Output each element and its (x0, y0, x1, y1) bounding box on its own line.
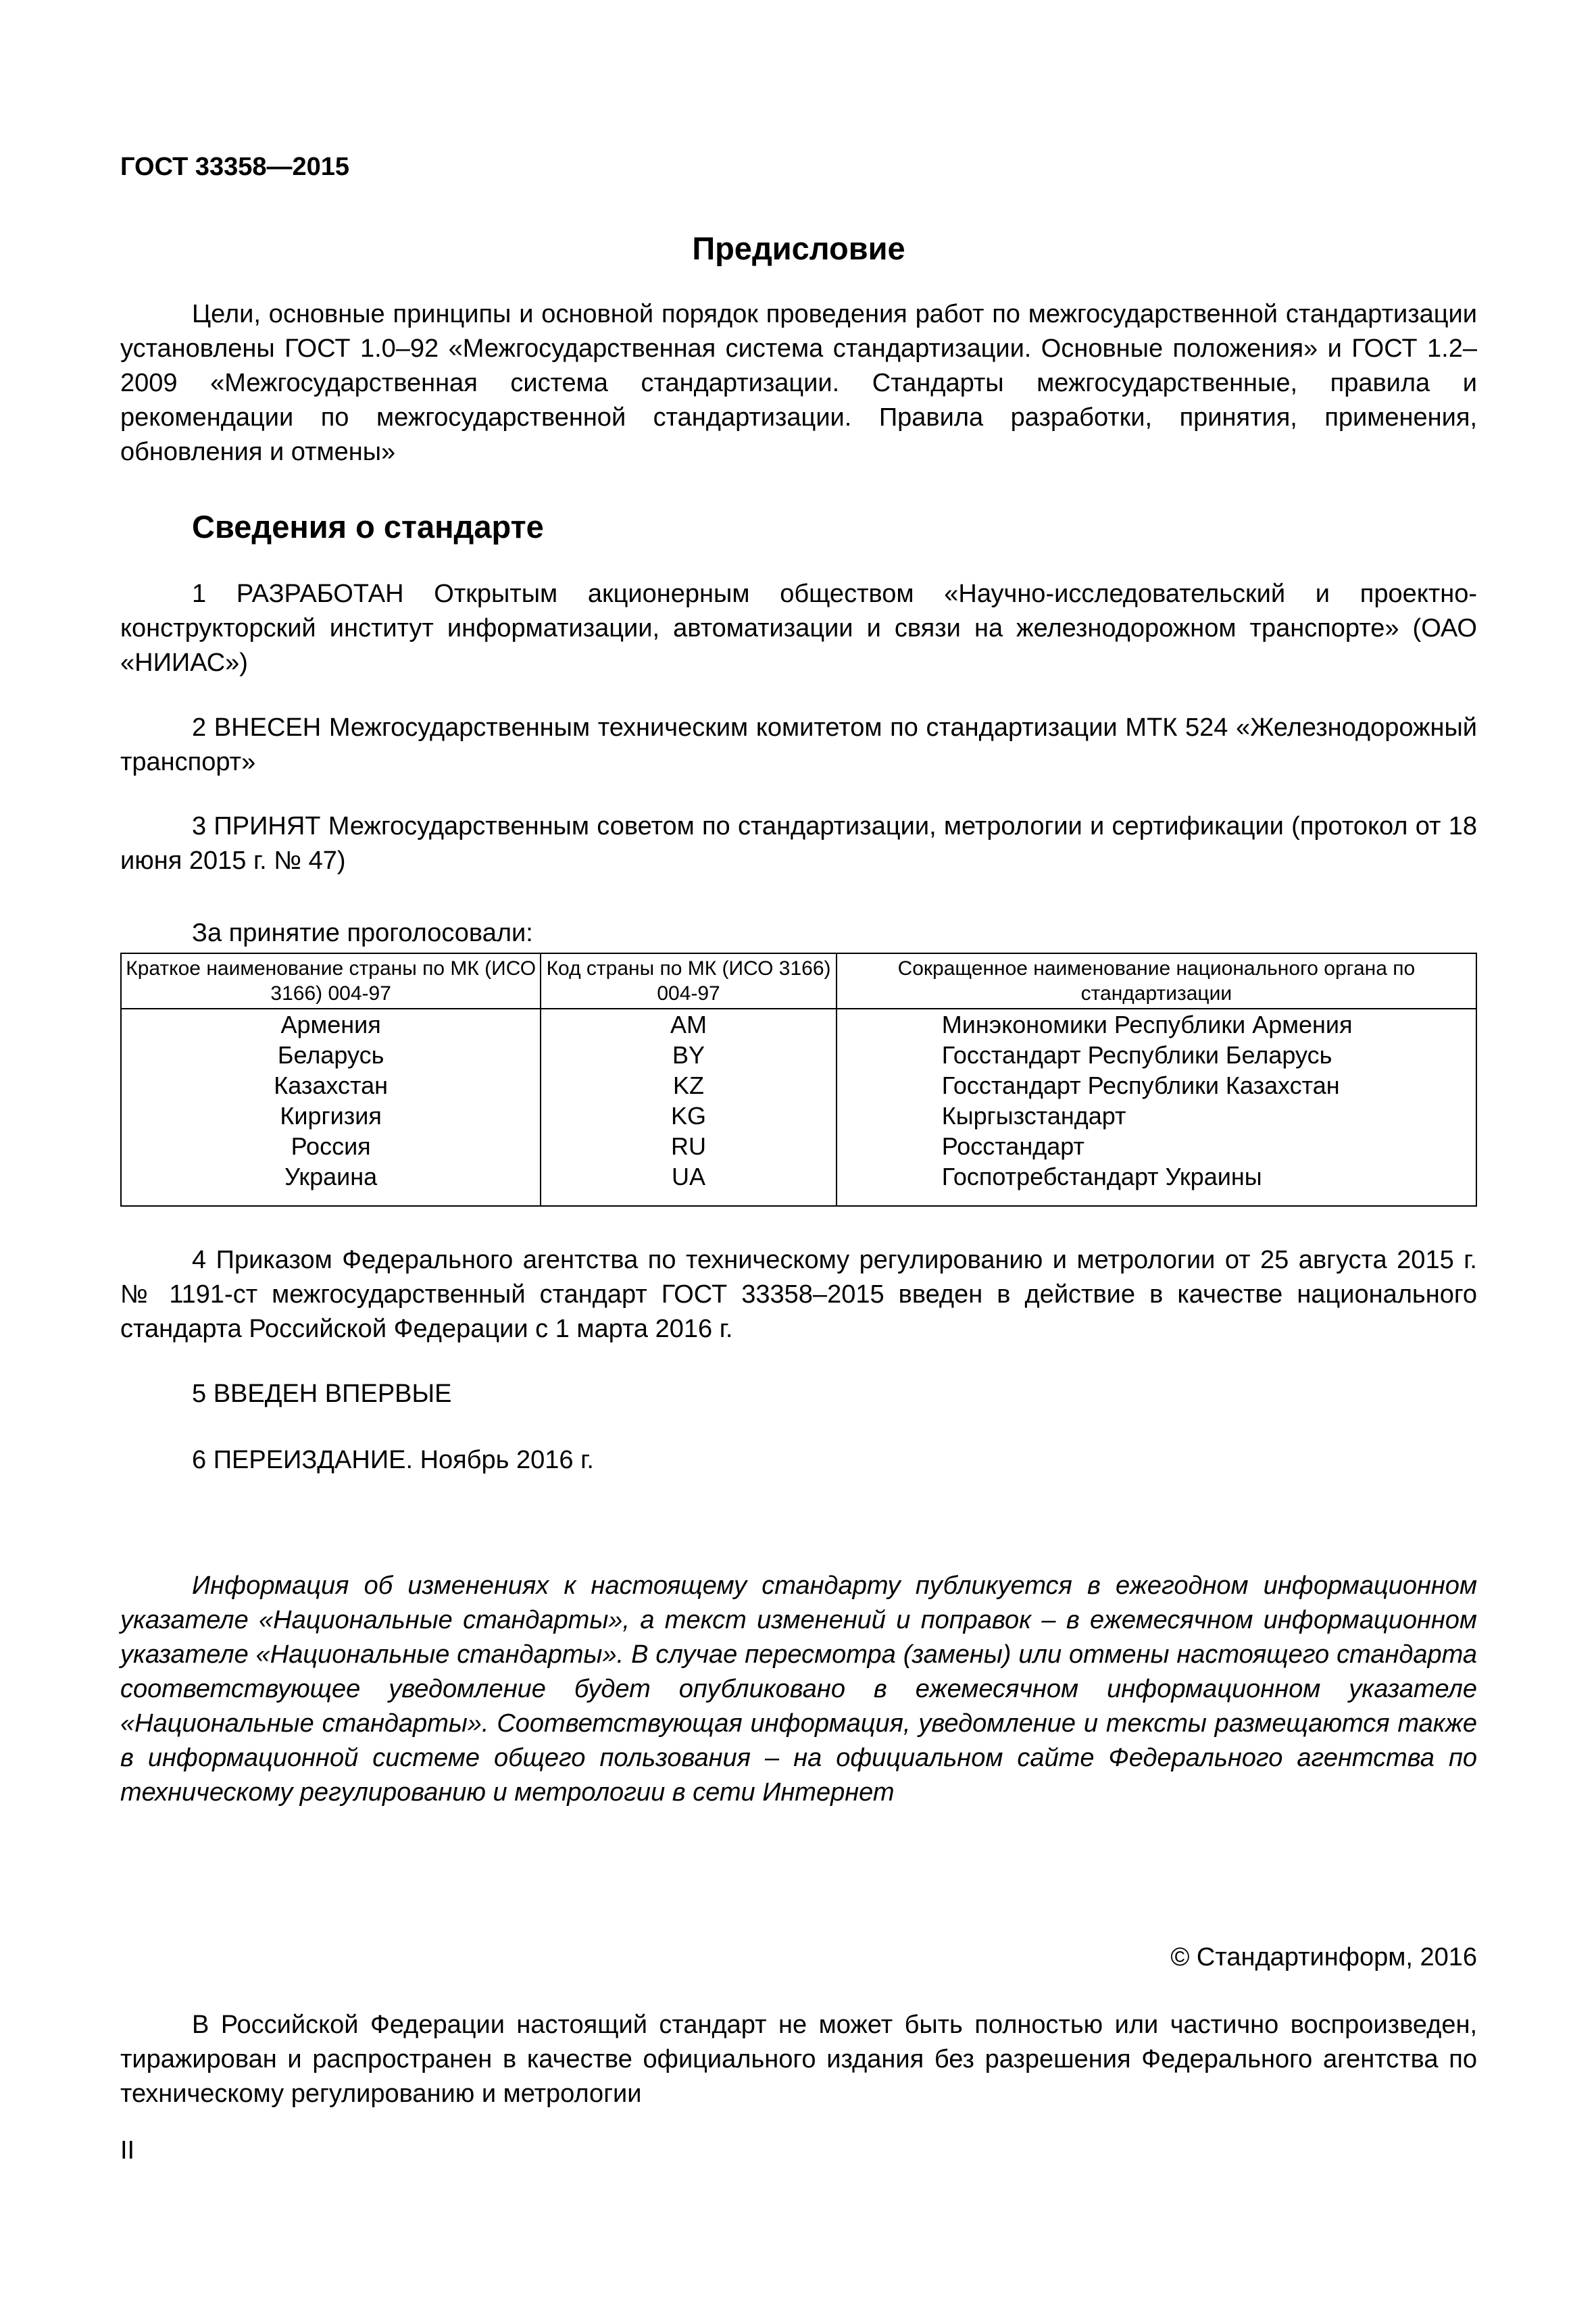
header-national-body: Сокращенное наименование национального органа по стандартизации (837, 953, 1476, 1009)
table-row (121, 1009, 1476, 1040)
cell-code: RU (541, 1131, 836, 1161)
table-row (121, 1161, 1476, 1206)
cell-country: Украина (121, 1161, 541, 1206)
cell-body: Госпотребстандарт Украины (837, 1161, 1476, 1206)
copyright: © Стандартинформ, 2016 (1170, 1943, 1477, 1971)
cell-country: Армения (121, 1009, 541, 1040)
cell-body: Госстандарт Республики Беларусь (837, 1040, 1476, 1070)
rights-notice: В Российской Федерации настоящий стандарт не может быть полностью или частично воспроизведен, тиражирован и распространен в качестве официального издания без разрешения Федерального агентства по техническому регулированию и метрологии (120, 2011, 1477, 2108)
cell-country: Казахстан (121, 1070, 541, 1101)
table-header-row (121, 953, 1476, 1009)
info-title: Сведения о стандарте (192, 509, 544, 545)
cell-code: AM (541, 1009, 836, 1040)
cell-code: KG (541, 1101, 836, 1131)
info-item-2: 2 ВНЕСЕН Межгосударственным техническим комитетом по стандартизации МТК 524 «Железнодорожный транспорт» (120, 713, 1477, 776)
voting-table (120, 953, 1477, 1207)
page-number: II (120, 2136, 135, 2165)
info-item-1: 1 РАЗРАБОТАН Открытым акционерным обществом «Научно-исследовательский и проектно-конструкторский институт информатизации, автоматизации и связи на железнодорожном транспорте» (ОАО «НИИАС») (120, 580, 1477, 677)
table-row (121, 1070, 1476, 1101)
cell-country: Киргизия (121, 1101, 541, 1131)
cell-code: KZ (541, 1070, 836, 1101)
cell-body: Минэкономики Республики Армения (837, 1009, 1476, 1040)
header-country-name: Краткое наименование страны по МК (ИСО 3166) 004-97 (121, 953, 541, 1009)
preface-text: Цели, основные принципы и основной порядок проведения работ по межгосударственной стандартизации установлены ГОСТ 1.0–92 «Межгосударственная система стандартизации. Основные положения» и ГОСТ 1.2–2009 «Межгосударственная система стандартизации. Стандарты межгосударственные, правила и рекомендации по межгосударственной стандартизации. Правила разработки, принятия, применения, обновления и отмены» (120, 300, 1477, 466)
cell-body: Госстандарт Республики Казахстан (837, 1070, 1476, 1101)
table-row (121, 1131, 1476, 1161)
cell-country: Беларусь (121, 1040, 541, 1070)
table-row (121, 1040, 1476, 1070)
info-item-6: 6 ПЕРЕИЗДАНИЕ. Ноябрь 2016 г. (192, 1446, 594, 1474)
vote-caption: За принятие проголосовали: (192, 919, 533, 947)
document-page (120, 0, 1477, 2314)
info-item-4: 4 Приказом Федерального агентства по техническому регулированию и метрологии от 25 августа 2015 г. № 1191-ст межгосударственный стандарт ГОСТ 33358–2015 введен в действие в качестве национального стандарта Российской Федерации с 1 марта 2016 г. (120, 1246, 1477, 1343)
cell-country: Россия (121, 1131, 541, 1161)
info-item-3: 3 ПРИНЯТ Межгосударственным советом по стандартизации, метрологии и сертификации (протокол от 18 июня 2015 г. № 47) (120, 812, 1477, 875)
info-item-5: 5 ВВЕДЕН ВПЕРВЫЕ (192, 1380, 452, 1408)
cell-body: Росстандарт (837, 1131, 1476, 1161)
cell-code: UA (541, 1161, 836, 1206)
changes-notice: Информация об изменениях к настоящему стандарту публикуется в ежегодном информационном указателе «Национальные стандарты», а текст изменений и поправок – в ежемесячном информационном указателе «Национальные стандарты». В случае пересмотра (замены) или отмены настоящего стандарта соответствующее уведомление будет опубликовано в ежемесячном информационном указателе «Национальные стандарты». Соответствующая информация, уведомление и тексты размещаются также в информационной системе общего пользования – на официальном сайте Федерального агентства по техническому регулированию и метрологии в сети Интернет (120, 1571, 1477, 1807)
cell-body: Кыргызстандарт (837, 1101, 1476, 1131)
header-country-code: Код страны по МК (ИСО 3166) 004-97 (541, 953, 836, 1009)
cell-code: BY (541, 1040, 836, 1070)
preface-title: Предисловие (692, 230, 905, 266)
table-row (121, 1101, 1476, 1131)
document-code: ГОСТ 33358—2015 (120, 153, 350, 181)
